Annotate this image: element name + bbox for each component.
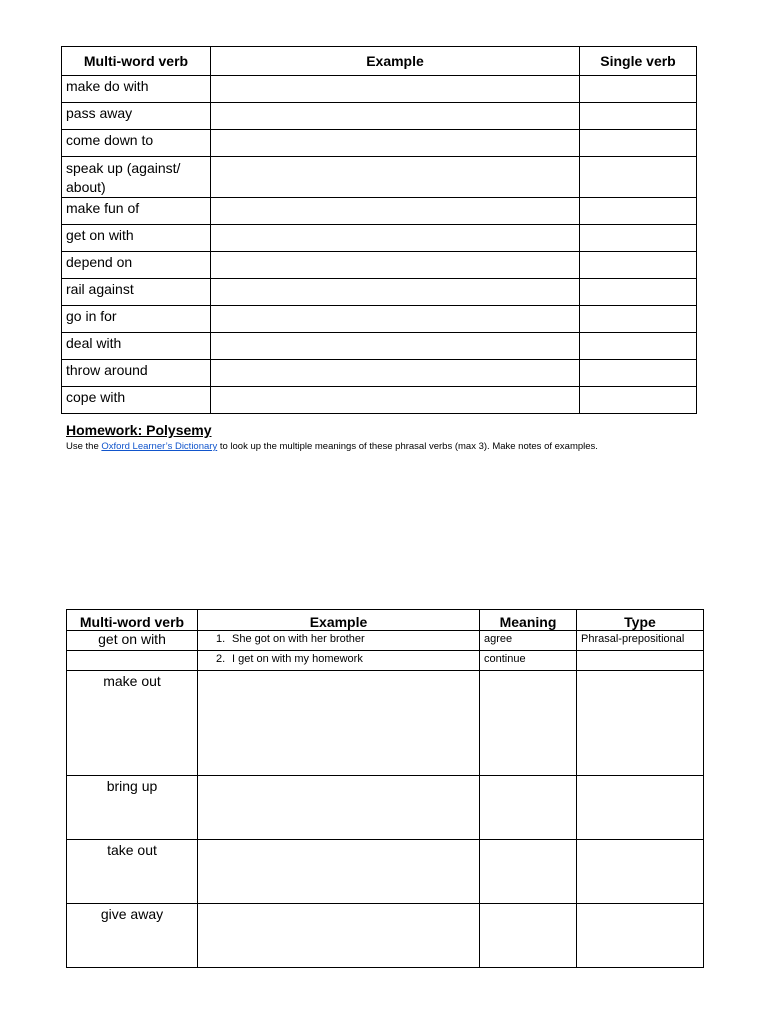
example-cell[interactable]: [211, 130, 580, 157]
table-header-row: [67, 610, 704, 631]
single-verb-cell[interactable]: [580, 130, 697, 157]
verb-cell: bring up: [67, 776, 198, 840]
single-verb-cell[interactable]: [580, 360, 697, 387]
example-cell[interactable]: [211, 387, 580, 414]
verb-cell: get on with: [67, 631, 198, 651]
verb-cell: [67, 651, 198, 671]
table-row: [62, 198, 697, 225]
example-text: I get on with my homework: [232, 653, 363, 665]
list-number: 1.: [216, 633, 226, 645]
table-row: [67, 671, 704, 776]
single-verb-cell[interactable]: [580, 198, 697, 225]
meaning-cell[interactable]: [480, 776, 577, 840]
verb-cell: make do with: [62, 76, 211, 103]
single-verb-cell[interactable]: [580, 76, 697, 103]
multi-word-verb-table: [61, 46, 697, 414]
verb-cell: cope with: [62, 387, 211, 414]
verb-cell: come down to: [62, 130, 211, 157]
single-verb-cell[interactable]: [580, 225, 697, 252]
example-cell[interactable]: [211, 360, 580, 387]
example-cell: [198, 651, 480, 671]
single-verb-cell[interactable]: [580, 306, 697, 333]
type-cell: [577, 651, 704, 671]
example-cell: [198, 631, 480, 651]
verb-cell: go in for: [62, 306, 211, 333]
single-verb-cell[interactable]: [580, 103, 697, 130]
col-header-example: Example: [198, 610, 480, 631]
verb-cell: give away: [67, 904, 198, 968]
instructions-intro: Use the: [66, 441, 102, 452]
example-cell[interactable]: [211, 103, 580, 130]
example-cell[interactable]: [211, 198, 580, 225]
table-row: [62, 103, 697, 130]
meaning-cell: continue: [480, 651, 577, 671]
meaning-cell[interactable]: [480, 671, 577, 776]
col-header-multi-word-verb: Multi-word verb: [67, 610, 198, 631]
verb-cell: make fun of: [62, 198, 211, 225]
example-text: She got on with her brother: [232, 633, 365, 645]
list-number: 2.: [216, 653, 226, 665]
table-row: [62, 306, 697, 333]
instructions-rest: to look up the multiple meanings of these phrasal verbs (max 3). Make notes of examples.: [217, 441, 598, 452]
table-row: [62, 76, 697, 103]
example-cell[interactable]: [211, 333, 580, 360]
meaning-cell[interactable]: [480, 904, 577, 968]
example-cell[interactable]: [198, 671, 480, 776]
meaning-cell: agree: [480, 631, 577, 651]
verb-cell: rail against: [62, 279, 211, 306]
single-verb-cell[interactable]: [580, 387, 697, 414]
example-cell[interactable]: [211, 279, 580, 306]
example-cell[interactable]: [198, 776, 480, 840]
table-row: [67, 631, 704, 651]
col-header-type: Type: [577, 610, 704, 631]
single-verb-cell[interactable]: [580, 333, 697, 360]
table-row: [67, 904, 704, 968]
col-header-meaning: Meaning: [480, 610, 577, 631]
table-row: [62, 279, 697, 306]
table-row: [62, 360, 697, 387]
example-cell[interactable]: [198, 904, 480, 968]
verb-cell: throw around: [62, 360, 211, 387]
single-verb-cell[interactable]: [580, 252, 697, 279]
type-cell[interactable]: [577, 671, 704, 776]
verb-cell: speak up (against/ about): [62, 157, 211, 198]
table-header-row: [62, 47, 697, 76]
single-verb-cell[interactable]: [580, 157, 697, 198]
type-cell: Phrasal-prepositional: [577, 631, 704, 651]
example-cell[interactable]: [211, 252, 580, 279]
oxford-dictionary-link[interactable]: Oxford Learner’s Dictionary: [101, 441, 218, 452]
meaning-cell[interactable]: [480, 840, 577, 904]
verb-cell: make out: [67, 671, 198, 776]
verb-cell: pass away: [62, 103, 211, 130]
example-cell[interactable]: [198, 840, 480, 904]
single-verb-cell[interactable]: [580, 279, 697, 306]
table-row: [67, 776, 704, 840]
example-cell[interactable]: [211, 225, 580, 252]
polysemy-table: [66, 609, 704, 968]
verb-cell: take out: [67, 840, 198, 904]
verb-cell: deal with: [62, 333, 211, 360]
example-cell[interactable]: [211, 76, 580, 103]
example-cell[interactable]: [211, 157, 580, 198]
table-row: [62, 387, 697, 414]
verb-cell: depend on: [62, 252, 211, 279]
col-header-single-verb: Single verb: [580, 47, 697, 76]
table-row: [62, 333, 697, 360]
table-row: [62, 157, 697, 198]
example-cell[interactable]: [211, 306, 580, 333]
table-row: [62, 225, 697, 252]
table-row: [67, 651, 704, 671]
table-row: [67, 840, 704, 904]
type-cell[interactable]: [577, 904, 704, 968]
table-row: [62, 252, 697, 279]
type-cell[interactable]: [577, 840, 704, 904]
verb-cell: get on with: [62, 225, 211, 252]
table-row: [62, 130, 697, 157]
col-header-example: Example: [211, 47, 580, 76]
col-header-multi-word-verb: Multi-word verb: [62, 47, 211, 76]
homework-title: Homework: Polysemy: [66, 422, 212, 438]
type-cell[interactable]: [577, 776, 704, 840]
homework-instructions: [66, 441, 598, 452]
